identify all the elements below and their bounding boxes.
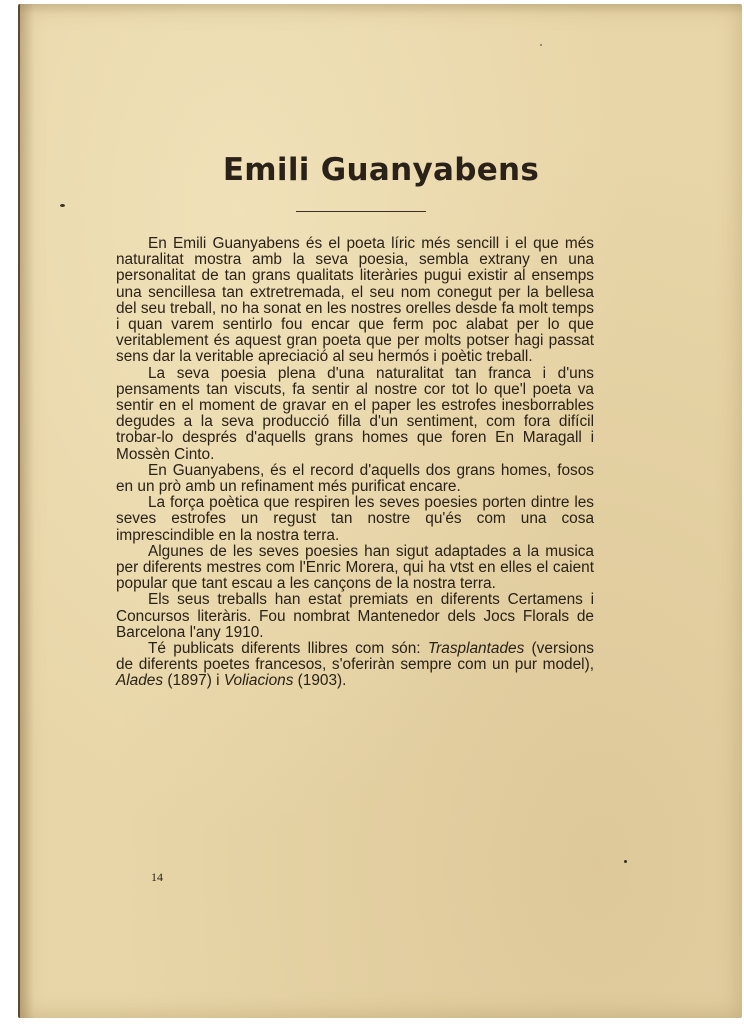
- book-title-trasplantades: Trasplantades: [427, 640, 525, 658]
- article-body: [116, 236, 594, 690]
- paragraph-4: La força poètica que respiren les seves poesies porten dintre les seves estrofes un regust tan nostre qu'és com una cosa imprescindible en la nostra terra.: [116, 494, 594, 544]
- book-title-voliacions: Voliacions: [223, 672, 294, 690]
- paragraph-6: Els seus treballs han estat premiats en diferents Certamens i Concursos literàris. Fou nombrat Mantenedor dels Jocs Florals de Barcelona l'any 1910.: [116, 591, 594, 641]
- paper-speck: [60, 204, 65, 207]
- books-intro: Té publicats diferents llibres com són:: [148, 640, 428, 658]
- books-end: (1903).: [293, 672, 347, 690]
- book-page: [18, 4, 742, 1018]
- paper-speck: [624, 860, 627, 863]
- paragraph-1: En Emili Guanyabens és el poeta líric més sencill i el que més naturalitat mostra amb la seva poesia, sembla extrany en una personalitat de tan grans qualitats literàries pugui existir al ensemps una sencillesa tan extretremada, el seu nom conegut per la bellesa del seu treball, no ha sonat en les nostres orelles desde fa molt temps i quan varem sentirlo fou encar que ferm poc alabat per lo que veritablement és aquest gran poeta que per molts potser hagi passat sens dar la veritable apreciació al seu hermós i poètic treball.: [116, 235, 594, 366]
- books-text-1: (versions de diferents poetes francesos, s'oferiràn sempre com un pur model),: [116, 640, 594, 674]
- title-divider: [296, 211, 426, 212]
- book-title-alades: Alades: [116, 672, 164, 690]
- paragraph-5: Algunes de les seves poesies han sigut adaptades a la musica per diferents mestres com l'Enric Morera, qui ha vtst en elles el caient popular que tant escau a les cançons de la nostra terra.: [116, 542, 594, 593]
- paper-speck: [540, 44, 542, 46]
- paragraph-7: [116, 641, 594, 690]
- page-number: 14: [151, 870, 163, 884]
- paragraph-3: En Guanyabens, és el record d'aquells dos grans homes, fosos en un prò amb un refinament més purificat encare.: [116, 461, 594, 496]
- books-text-2: (1897) i: [163, 672, 224, 690]
- paragraph-2: La seva poesia plena d'una naturalitat tan franca i d'uns pensaments tan viscuts, fa sentir al nostre cor tot lo que'l poeta va sentir en el moment de gravar en el paper les estrofes inesborrables degudes a la seva producció filla d'un sentiment, com fora difícil trobar-lo després d'aquells grans homes que foren En Maragall i Mossèn Cinto.: [116, 364, 594, 463]
- page-title: Emili Guanyabens: [222, 152, 540, 188]
